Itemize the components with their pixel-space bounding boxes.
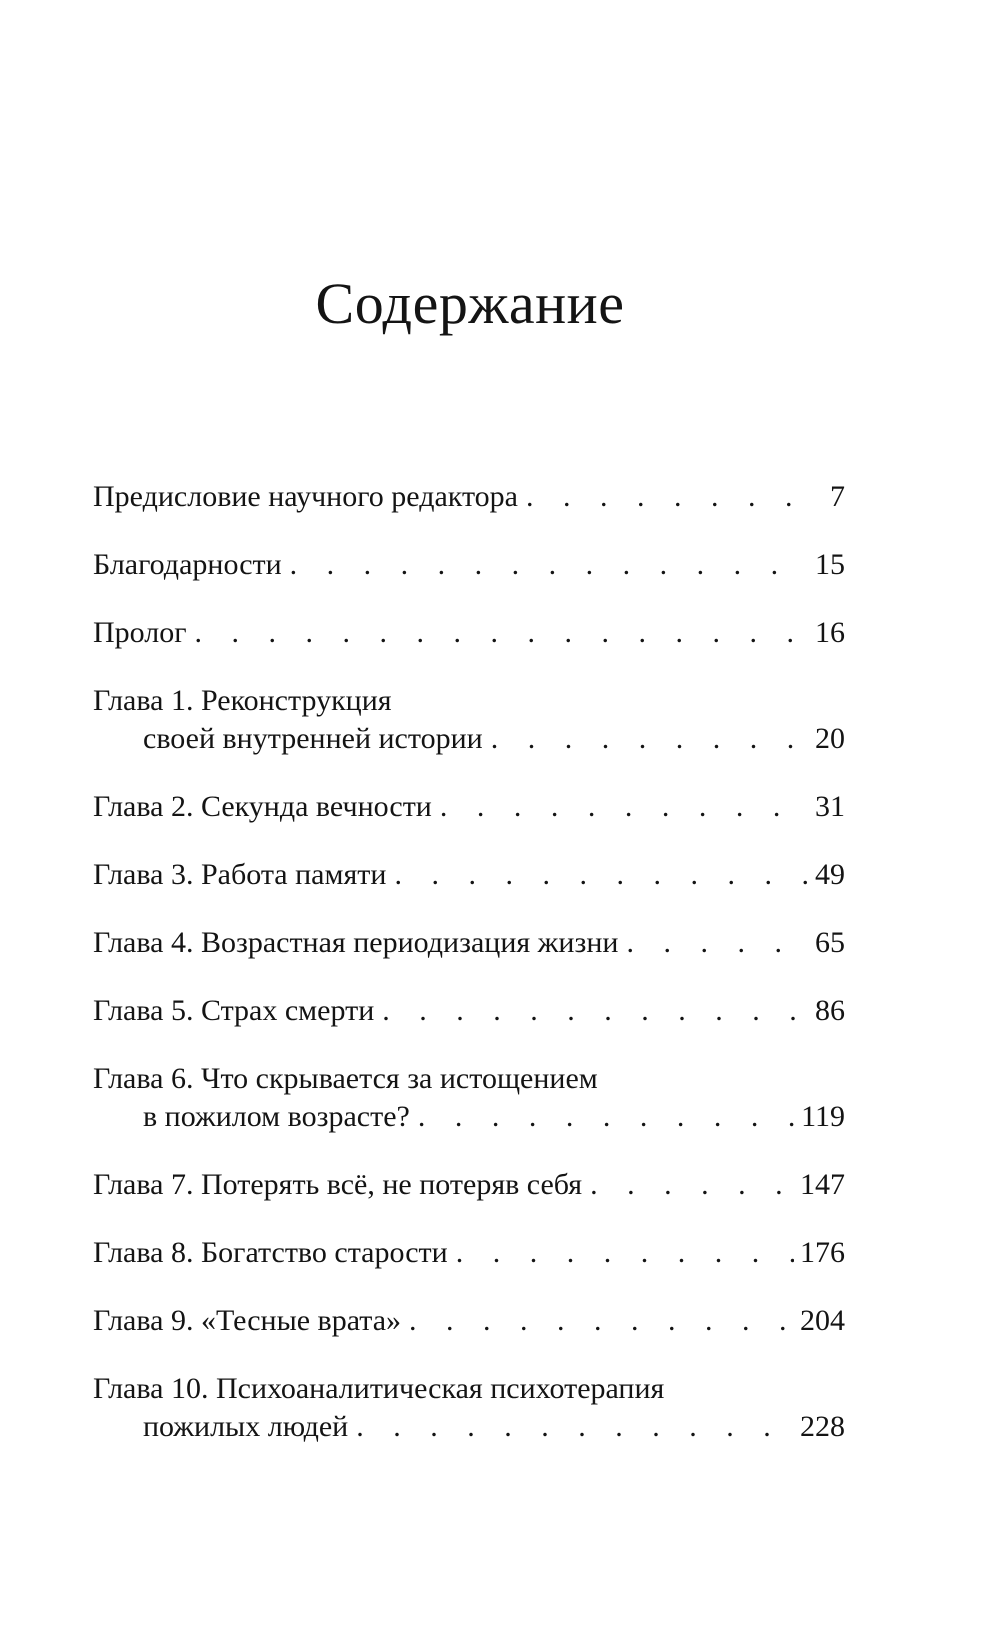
table-of-contents bbox=[93, 478, 845, 1476]
toc-entry-title: Глава 10. Психоаналитическая психотерапия bbox=[93, 1372, 665, 1405]
toc-page-number: 65 bbox=[815, 926, 845, 959]
toc-entry-line bbox=[93, 682, 845, 720]
toc-page-number: 20 bbox=[815, 722, 845, 755]
toc-entry-title: Благодарности bbox=[93, 548, 282, 581]
toc-entry-title: Глава 1. Реконструкция bbox=[93, 684, 392, 717]
toc-entry-title: Глава 8. Богатство старости bbox=[93, 1236, 448, 1269]
toc-entry-title: Глава 4. Возрастная периодизация жизни bbox=[93, 926, 619, 959]
dot-leader bbox=[394, 856, 809, 894]
toc-entry-line bbox=[93, 1166, 845, 1204]
toc-entry-line bbox=[93, 546, 845, 584]
toc-entry-title: Глава 9. «Тесные врата» bbox=[93, 1304, 402, 1337]
toc-page-number: 7 bbox=[830, 480, 845, 513]
toc-page-number: 86 bbox=[815, 994, 845, 1027]
toc-page-number: 15 bbox=[815, 548, 845, 581]
toc-entry-title: Пролог bbox=[93, 616, 187, 649]
toc-page-number: 176 bbox=[800, 1236, 845, 1269]
toc-entry bbox=[93, 1166, 845, 1204]
dot-leader bbox=[356, 1408, 794, 1446]
toc-entry bbox=[93, 788, 845, 826]
toc-entry bbox=[93, 546, 845, 584]
dot-leader bbox=[491, 720, 809, 758]
toc-entry-line bbox=[93, 1234, 845, 1272]
toc-entry-line bbox=[93, 1370, 845, 1408]
dot-leader bbox=[526, 478, 824, 516]
dot-leader bbox=[195, 614, 809, 652]
toc-entry-title: Глава 6. Что скрывается за истощением bbox=[93, 1062, 598, 1095]
toc-page-number: 119 bbox=[801, 1100, 845, 1133]
dot-leader bbox=[418, 1098, 795, 1136]
toc-entry-line bbox=[93, 1408, 845, 1446]
dot-leader bbox=[440, 788, 809, 826]
toc-entry-title: Глава 7. Потерять всё, не потеряв себя bbox=[93, 1168, 583, 1201]
toc-entry bbox=[93, 478, 845, 516]
dot-leader bbox=[409, 1302, 794, 1340]
dot-leader bbox=[290, 546, 809, 584]
toc-page-number: 147 bbox=[800, 1168, 845, 1201]
dot-leader bbox=[626, 924, 809, 962]
page-title: Содержание bbox=[315, 271, 625, 336]
toc-entry-title-continued: своей внутренней истории bbox=[143, 722, 483, 755]
toc-entry-title: Глава 3. Работа памяти bbox=[93, 858, 387, 891]
toc-entry-title: Предисловие научного редактора bbox=[93, 480, 518, 513]
toc-entry-line bbox=[93, 856, 845, 894]
toc-entry bbox=[93, 924, 845, 962]
toc-entry-line bbox=[93, 614, 845, 652]
toc-entry-line bbox=[93, 1302, 845, 1340]
toc-entry bbox=[93, 856, 845, 894]
toc-entry bbox=[93, 614, 845, 652]
toc-entry-title-continued: в пожилом возрасте? bbox=[143, 1100, 410, 1133]
toc-entry-line bbox=[93, 992, 845, 1030]
toc-entry bbox=[93, 1302, 845, 1340]
toc-page-number: 31 bbox=[815, 790, 845, 823]
toc-entry bbox=[93, 1370, 845, 1446]
toc-entry-line bbox=[93, 478, 845, 516]
dot-leader bbox=[456, 1234, 794, 1272]
toc-entry-title: Глава 2. Секунда вечности bbox=[93, 790, 432, 823]
toc-entry bbox=[93, 1234, 845, 1272]
toc-entry-line bbox=[93, 720, 845, 758]
dot-leader bbox=[590, 1166, 794, 1204]
toc-entry-line bbox=[93, 924, 845, 962]
toc-page-number: 49 bbox=[815, 858, 845, 891]
toc-entry-line bbox=[93, 1098, 845, 1136]
toc-entry-title: Глава 5. Страх смерти bbox=[93, 994, 375, 1027]
toc-entry bbox=[93, 1060, 845, 1136]
toc-entry-line bbox=[93, 1060, 845, 1098]
toc-entry-line bbox=[93, 788, 845, 826]
toc-page-number: 228 bbox=[800, 1410, 845, 1443]
toc-page-number: 204 bbox=[800, 1304, 845, 1337]
toc-entry-title-continued: пожилых людей bbox=[143, 1410, 349, 1443]
toc-entry bbox=[93, 682, 845, 758]
toc-entry bbox=[93, 992, 845, 1030]
dot-leader bbox=[382, 992, 809, 1030]
toc-page-number: 16 bbox=[815, 616, 845, 649]
